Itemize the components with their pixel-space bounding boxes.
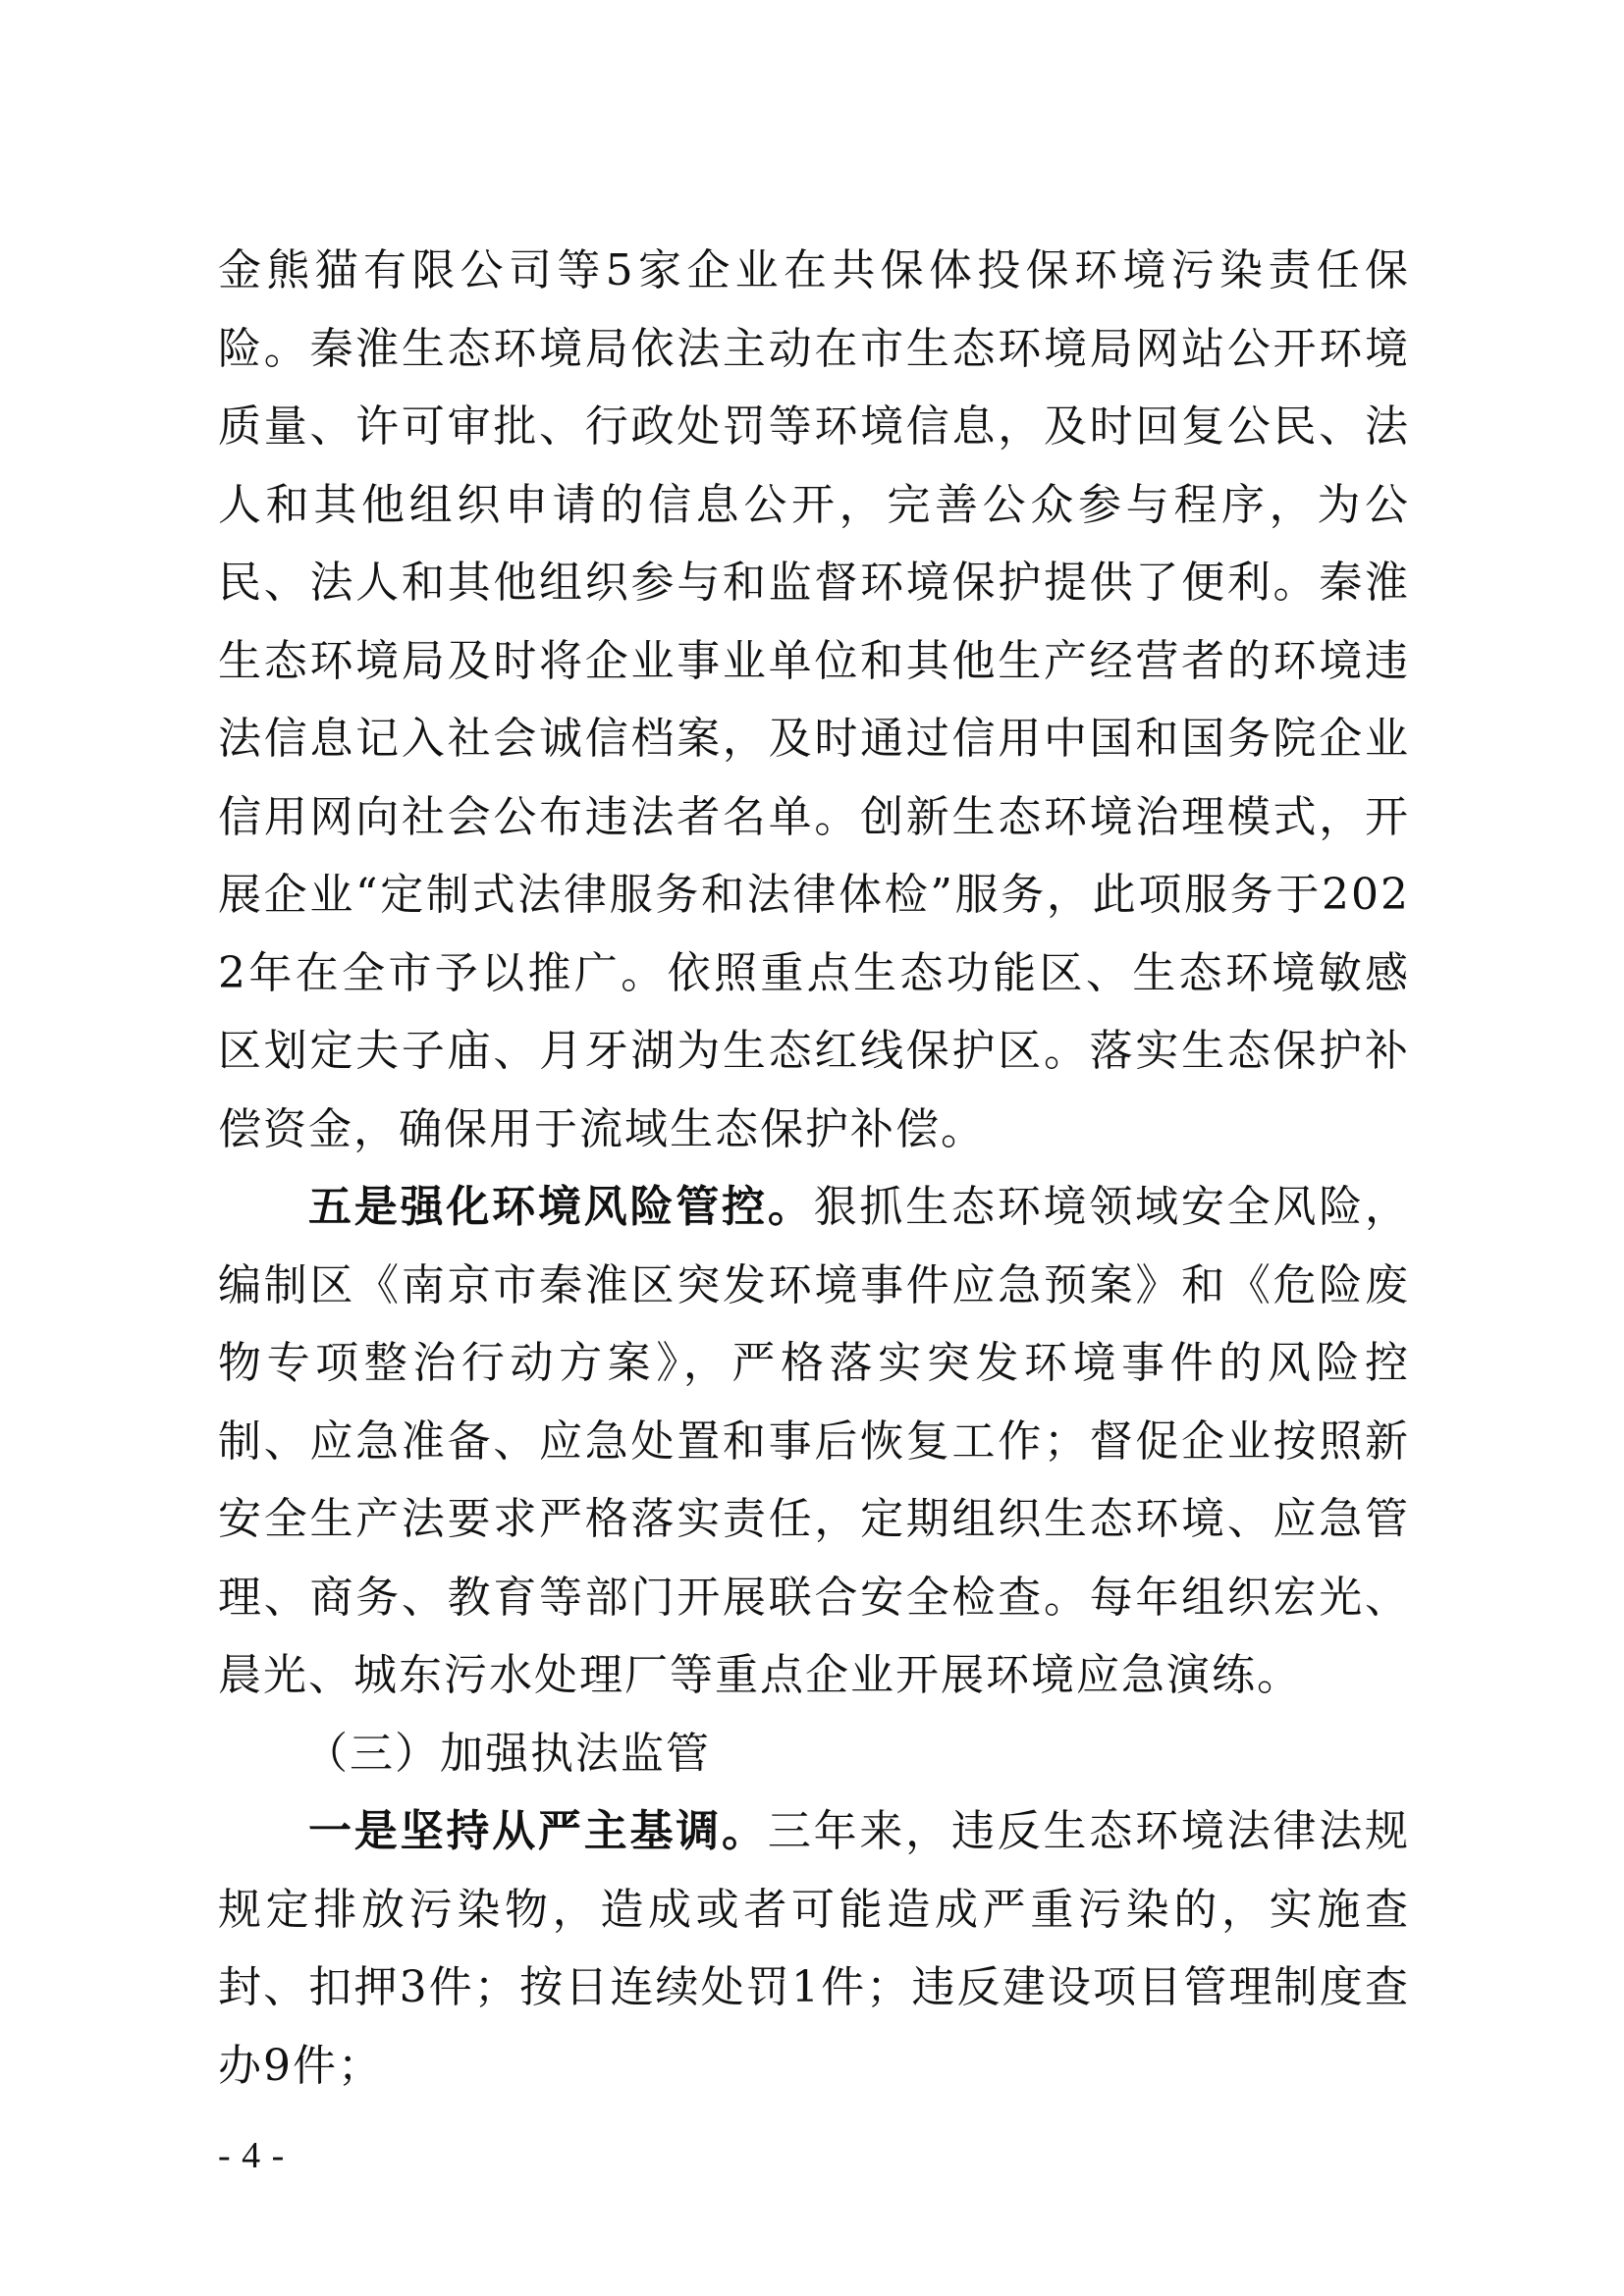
page-number: - 4 - [218,2135,286,2176]
document-body [218,232,1410,2105]
paragraph-continued: 金熊猫有限公司等5家企业在共保体投保环境污染责任保险。秦淮生态环境局依法主动在市生态环境局网站公开环境质量、许可审批、行政处罚等环境信息，及时回复公民、法人和其他组织申请的信息公开，完善公众参与程序，为公民、法人和其他组织参与和监督环境保护提供了便利。秦淮生态环境局及时将企业事业单位和其他生产经营者的环境违法信息记入社会诚信档案，及时通过信用中国和国务院企业信用网向社会公布违法者名单。创新生态环境治理模式，开展企业“定制式法律服务和法律体检”服务，此项服务于2022年在全市予以推广。依照重点生态功能区、生态环境敏感区划定夫子庙、月牙湖为生态红线保护区。落实生态保护补偿资金，确保用于流域生态保护补偿。 [218,245,1410,1154]
paragraph-text: 三年来，违反生态环境法律法规规定排放污染物，造成或者可能造成严重污染的，实施查封、扣押3件；按日连续处罚1件；违反建设项目管理制度查办9件； [218,1806,1411,2091]
paragraph-lead-heading: 五是强化环境风险管控。 [308,1182,814,1232]
paragraph-text: 狠抓生态环境领域安全风险，编制区《南京市秦淮区突发环境事件应急预案》和《危险废物专项整治行动方案》，严格落实突发环境事件的风险控制、应急准备、应急处置和事后恢复工作；督促企业按照新安全生产法要求严格落实责任，定期组织生态环境、应急管理、商务、教育等部门开展联合安全检查。每年组织宏光、晨光、城东污水处理厂等重点企业开展环境应急演练。 [218,1182,1410,1700]
paragraph-risk-control [218,1168,1410,1715]
paragraph-enforcement [218,1792,1410,2105]
section-heading: （三）加强执法监管 [304,1728,711,1779]
paragraph-lead-heading: 一是坚持从严主基调。 [308,1806,768,1856]
